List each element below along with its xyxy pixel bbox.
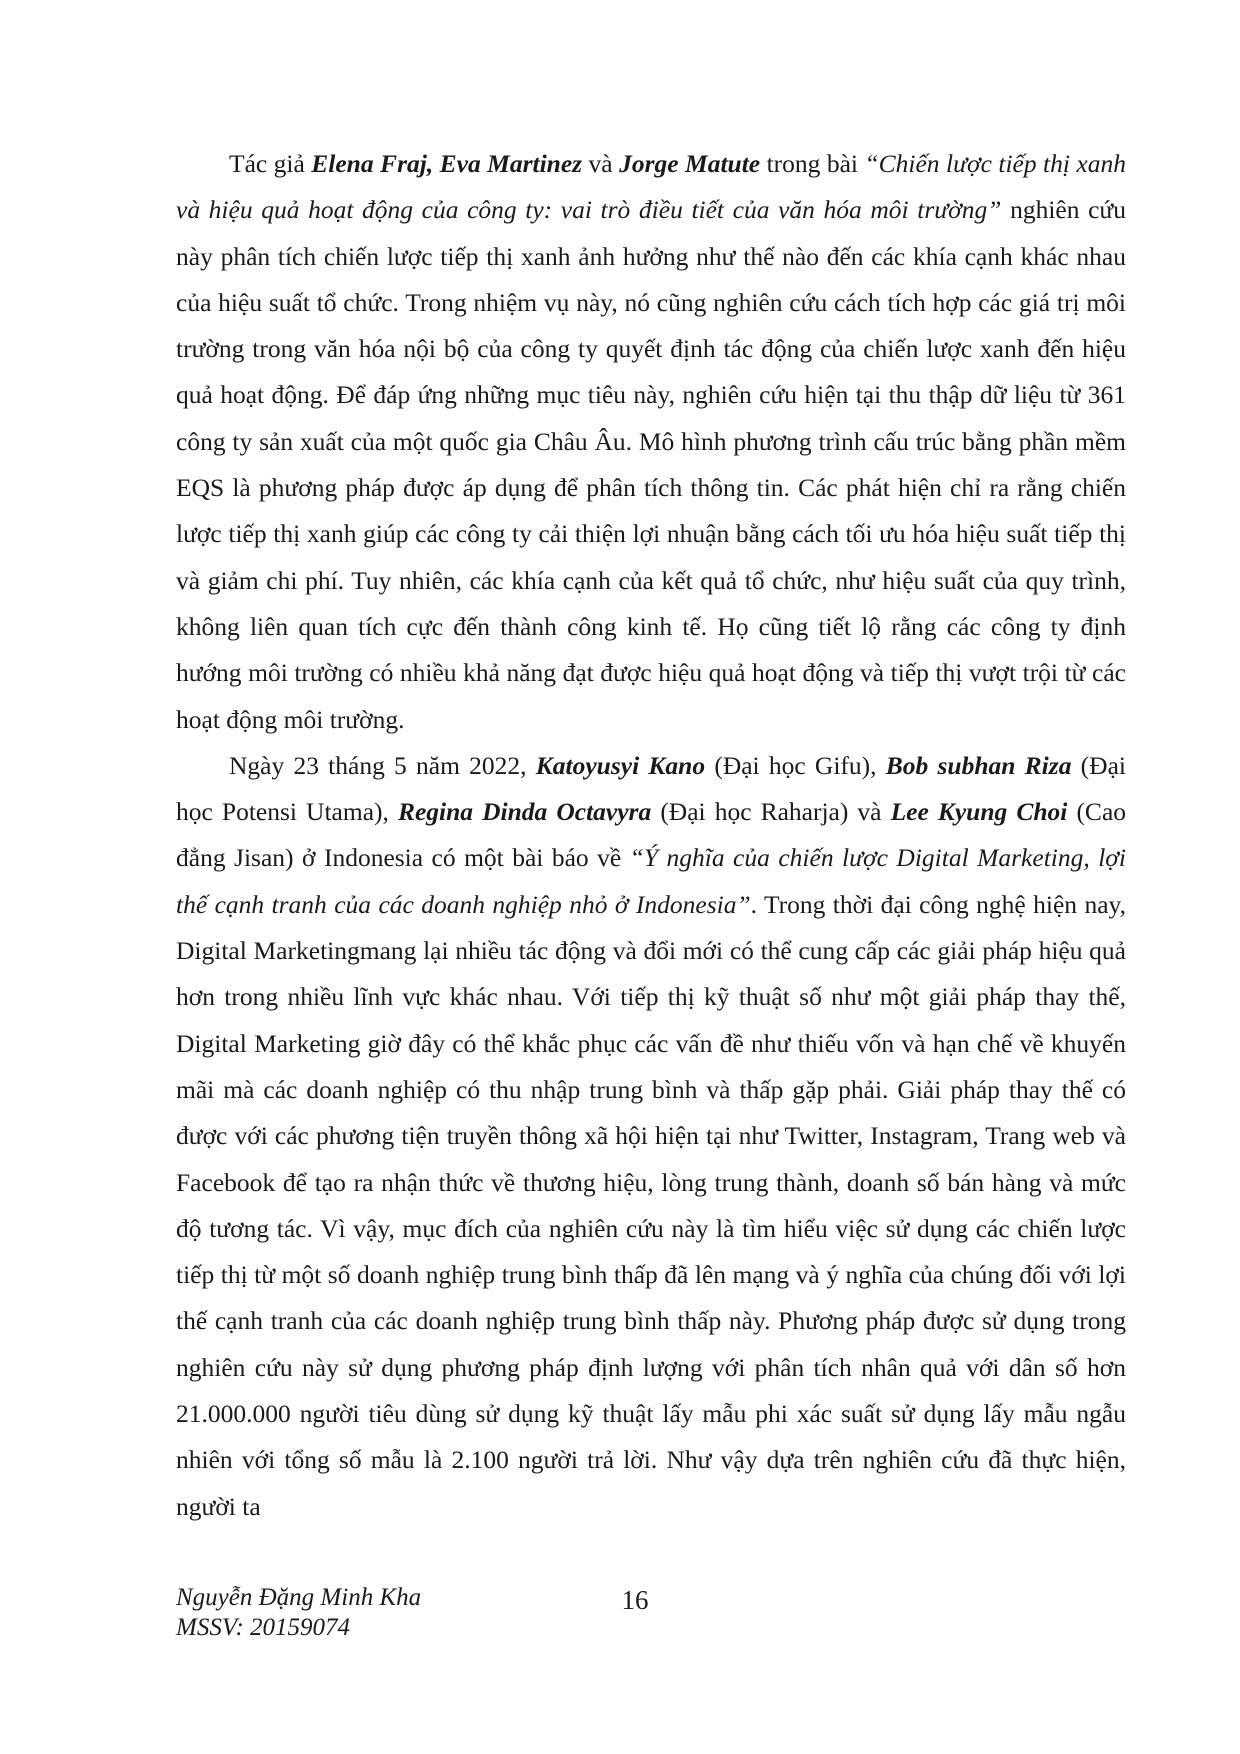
paragraph-2-intro: Ngày 23 tháng 5 năm 2022,: [229, 750, 536, 780]
affiliation: (Đại học Potensi Utama),: [176, 750, 1126, 827]
author-name: Jorge Matute: [619, 149, 761, 178]
paragraph-1-intro: Tác giả: [229, 149, 312, 178]
paragraph-kano-riza-octavyra-choi: [176, 743, 1126, 1530]
page-number: 16: [621, 1585, 649, 1615]
author-name: Katoyusyi Kano: [535, 750, 706, 780]
paragraph-1-body: nghiên cứu này phân tích chiến lược tiếp thị xanh ảnh hưởng như thế nào đến các khía cạnh khác nhau của hiệu suất tổ chức. Trong nhiệm vụ này, nó cũng nghiên cứu cách tích hợp các giá trị môi trường trong văn hóa nội bộ của công ty quyết định tác động của chiến lược xanh đến hiệu quả hoạt động. Để đáp ứng những mục tiêu này, nghiên cứu hiện tại thu thập dữ liệu từ 361 công ty sản xuất của một quốc gia Châu Âu. Mô hình phương trình cấu trúc bằng phần mềm EQS là phương pháp được áp dụng để phân tích thông tin. Các phát hiện chỉ ra rằng chiến lược tiếp thị xanh giúp các công ty cải thiện lợi nhuận bằng cách tối ưu hóa hiệu suất tiếp thị và giảm chi phí. Tuy nhiên, các khía cạnh của kết quả tổ chức, như hiệu suất của quy trình, không liên quan tích cực đến thành công kinh tế. Họ cũng tiết lộ rằng các công ty định hướng môi trường có nhiều khả năng đạt được hiệu quả hoạt động và tiếp thị vượt trội từ các hoạt động môi trường.: [176, 195, 1126, 734]
author-names: Elena Fraj, Eva Martinez: [311, 149, 583, 178]
author-name: Lee Kyung Choi: [890, 797, 1068, 827]
author-name: Regina Dinda Octavyra: [397, 797, 652, 827]
affiliation: (Đại học Raharja) và: [651, 797, 891, 827]
article-title: “Ý nghĩa của chiến lược Digital Marketing, lợi thế cạnh tranh của các doanh nghiệp nhỏ ở Indonesia”: [176, 843, 1126, 919]
affiliation: (Đại học Gifu),: [705, 750, 886, 780]
paragraph-1-lead: trong bài: [760, 149, 865, 178]
author-name: Bob subhan Riza: [885, 750, 1072, 780]
article-title: “Chiến lược tiếp thị xanh và hiệu quả hoạt động của công ty: vai trò điều tiết của văn hóa môi trường”: [176, 149, 1126, 225]
footer-author-name: Nguyễn Đặng Minh Kha: [176, 1584, 422, 1611]
affiliation: (Cao đẳng Jisan) ở Indonesia có một bài báo về: [176, 797, 1127, 873]
body-text: [176, 141, 1126, 1530]
paragraph-2-body: . Trong thời đại công nghệ hiện nay, Digital Marketingmang lại nhiều tác động và đổi mới có thể cung cấp các giải pháp hiệu quả hơn trong nhiều lĩnh vực khác nhau. Với tiếp thị kỹ thuật số như một giải pháp thay thế, Digital Marketing giờ đây có thể khắc phục các vấn đề như thiếu vốn và hạn chế về khuyến mãi mà các doanh nghiệp có thu nhập trung bình và thấp gặp phải. Giải pháp thay thế có được với các phương tiện truyền thông xã hội hiện tại như Twitter, Instagram, Trang web và Facebook để tạo ra nhận thức về thương hiệu, lòng trung thành, doanh số bán hàng và mức độ tương tác. Vì vậy, mục đích của nghiên cứu này là tìm hiểu việc sử dụng các chiến lược tiếp thị từ một số doanh nghiệp trung bình thấp đã lên mạng và ý nghĩa của chúng đối với lợi thế cạnh tranh của các doanh nghiệp trung bình thấp này. Phương pháp được sử dụng trong nghiên cứu này sử dụng phương pháp định lượng với phân tích nhân quả với dân số hơn 21.000.000 người tiêu dùng sử dụng kỹ thuật lấy mẫu phi xác suất sử dụng lấy mẫu ngẫu nhiên với tổng số mẫu là 2.100 người trả lời. Như vậy dựa trên nghiên cứu đã thực hiện, người ta: [176, 889, 1126, 1521]
conjunction: và: [582, 149, 620, 178]
footer-student-id: MSSV: 20159074: [176, 1614, 351, 1641]
paragraph-fraj-martinez-matute: [176, 141, 1126, 743]
